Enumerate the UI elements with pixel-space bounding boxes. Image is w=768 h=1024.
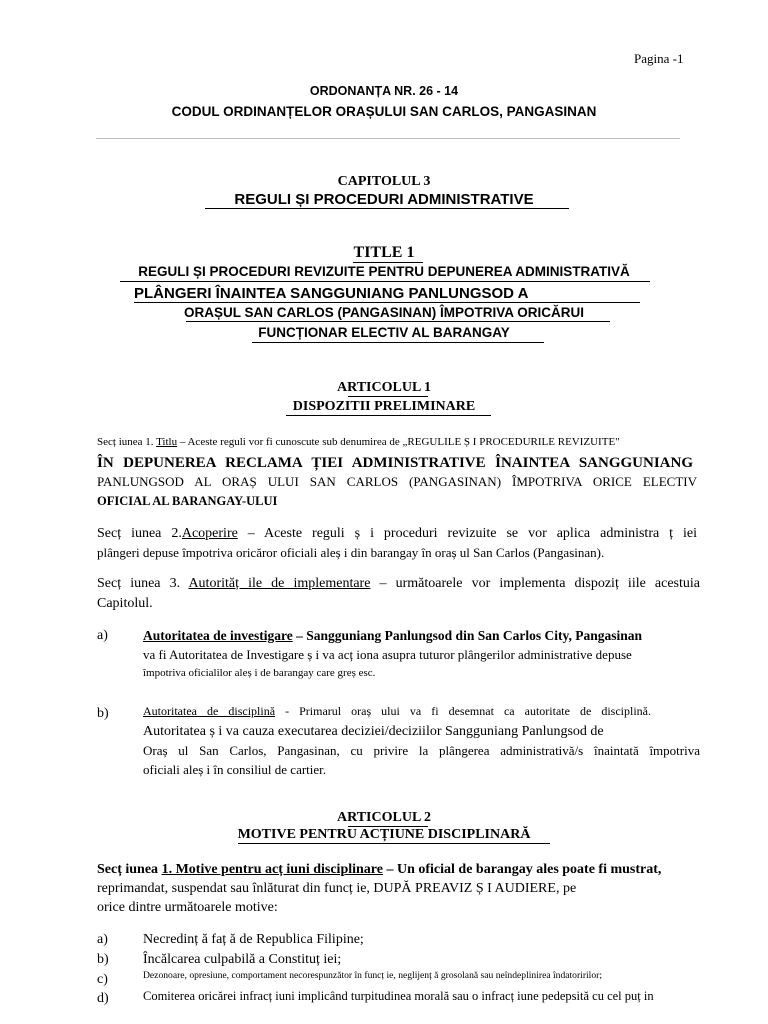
ground-text: Dezonoare, opresiune, comportament necorespunzător în funcț ie, neglijenț ă grosolană sau neîndeplinirea îndatoririlor; [143, 970, 603, 981]
ground-marker: c) [97, 972, 108, 987]
section-2-line-2: plângeri depuse împotriva oricăror oficiali aleș i din barangay în oraș ul San Carlos (Pangasinan). [97, 545, 605, 560]
item-b-line-1: Autoritatea de disciplină - Primarul oraș ului va fi desemnat ca autoritate de disciplină. [143, 704, 651, 718]
section-1-line-2: ÎN DEPUNEREA RECLAMA ȚIEI ADMINISTRATIVE ÎNAINTEA SANGGUNIANG [97, 455, 693, 471]
ground-text: Comiterea oricărei infracț iuni implicând turpitudinea morală sau o infracț iune pedepsită cu cel puț in [143, 989, 654, 1003]
article-1-title: DISPOZITII PRELIMINARE [292, 399, 476, 414]
item-b-line-2: Autoritatea ș i va cauza executarea deciziei/deciziilor Sangguniang Panlungsod de [143, 724, 604, 739]
title-line-4: FUNCȚIONAR ELECTIV AL BARANGAY [258, 325, 510, 340]
ground-marker: a) [97, 932, 108, 947]
article-2-section-1-line-3: orice dintre următoarele motive: [97, 900, 278, 915]
article-1-title-underline [286, 415, 491, 416]
ground-marker: b) [97, 952, 109, 967]
article-2-label: ARTICOLUL 2 [336, 810, 432, 825]
article-2-section-1-line-2: reprimandat, suspendat sau înlăturat din funcț ie, DUPĂ PREAVIZ Ș I AUDIERE, pe [97, 881, 577, 896]
chapter-label: CAPITOLUL 3 [337, 174, 431, 189]
section-3-line-1: Secț iunea 3. Autorităț ile de implementare – următoarele vor implementa dispoziț iile acestuia [97, 576, 700, 591]
item-b-line-4: oficiali aleș i în consiliul de cartier. [143, 762, 327, 777]
title-line-1-underline [120, 281, 650, 282]
title-line-3-underline [186, 321, 610, 322]
ground-marker: d) [97, 991, 109, 1006]
title-label-underline [353, 262, 423, 263]
page-number: Pagina -1 [634, 51, 684, 66]
title-line-2-underline [134, 302, 640, 303]
article-2-section-1-line-1: Secț iunea 1. Motive pentru acț iuni disciplinare – Un oficial de barangay ales poate fi mustrat, [97, 862, 662, 877]
article-1-label-underline [348, 396, 428, 397]
item-b-line-3: Oraș ul San Carlos, Pangasinan, cu privire la plângerea administrativă/s înaintată împotriva [143, 743, 700, 758]
title-line-4-underline [252, 342, 544, 343]
section-2-line-1: Secț iunea 2.Acoperire – Aceste reguli ș i proceduri revizuite se vor aplica administra ț iei [97, 526, 698, 541]
ground-text: Încălcarea culpabilă a Constituț iei; [143, 952, 342, 967]
chapter-title: REGULI ȘI PROCEDURI ADMINISTRATIVE [234, 191, 534, 208]
chapter-title-underline [205, 208, 569, 209]
section-3-line-2: Capitolul. [97, 596, 153, 611]
article-2-title-underline [238, 843, 550, 844]
section-1-line-3: PANLUNGSOD AL ORAȘ ULUI SAN CARLOS (PANGASINAN) ÎMPOTRIVA ORICE ELECTIV [97, 474, 697, 489]
title-line-2: PLÂNGERI ÎNAINTEA SANGGUNIANG PANLUNGSOD A [134, 285, 529, 302]
article-1-label: ARTICOLUL 1 [336, 380, 432, 395]
section-1-line-4: OFICIAL AL BARANGAY-ULUI [97, 494, 278, 508]
item-b-marker: b) [97, 706, 109, 721]
title-label: TITLE 1 [353, 244, 415, 261]
header-divider [96, 138, 680, 139]
item-a-line-2: va fi Autoritatea de Investigare ș i va acț iona asupra tuturor plângerilor administrative depuse [143, 647, 632, 662]
ordinance-number: ORDONANȚA NR. 26 - 14 [309, 84, 459, 98]
item-a-line-3: împotriva oficialilor aleș i de barangay care greș esc. [143, 667, 376, 679]
title-line-3: ORAȘUL SAN CARLOS (PANGASINAN) ÎMPOTRIVA ORICĂRUI [183, 305, 584, 320]
code-title: CODUL ORDINANȚELOR ORAȘULUI SAN CARLOS, PANGASINAN [171, 104, 597, 119]
item-a-marker: a) [97, 628, 108, 643]
ground-text: Necredinț ă faț ă de Republica Filipine; [143, 932, 364, 947]
title-line-1: REGULI ȘI PROCEDURI REVIZUITE PENTRU DEPUNEREA ADMINISTRATIVĂ [138, 264, 630, 279]
section-1-title: Secț iunea 1. Titlu – Aceste reguli vor fi cunoscute sub denumirea de „REGULILE Ș I PROCEDURILE REVIZUITE" [97, 436, 620, 448]
item-a-line-1: Autoritatea de investigare – Sangguniang Panlungsod din San Carlos City, Pangasinan [143, 628, 642, 643]
article-2-title: MOTIVE PENTRU ACȚIUNE DISCIPLINARĂ [237, 827, 531, 842]
